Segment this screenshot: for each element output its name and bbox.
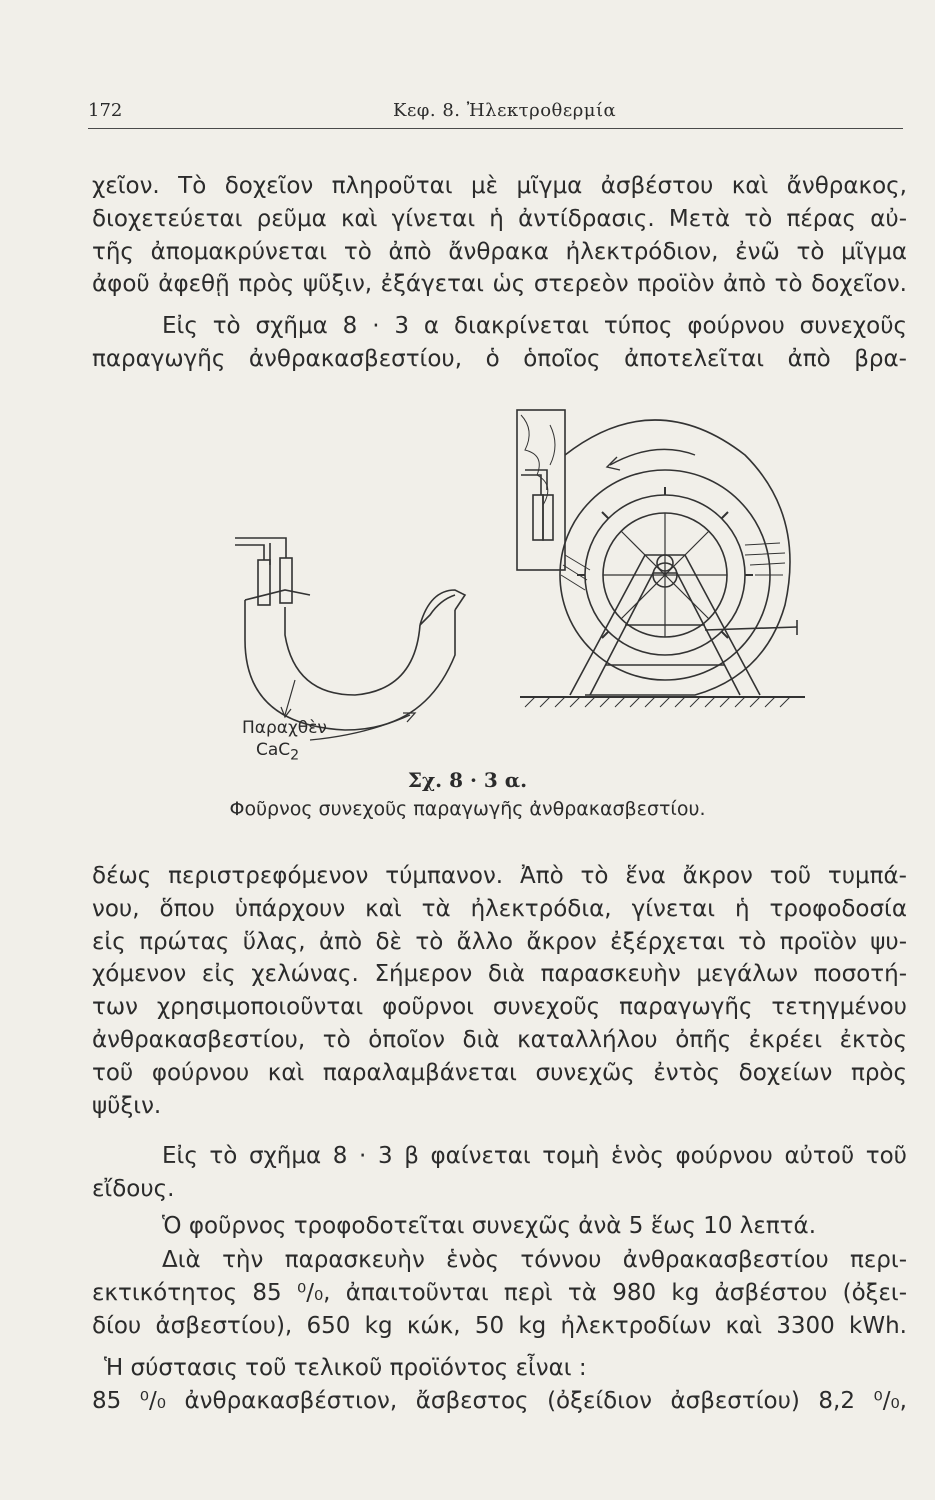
text-line: Διὰ τὴν παρασκευὴν ἑνὸς τόννου ἀνθρακασβεστίου περι- bbox=[162, 1247, 907, 1273]
text-line: Ἡ σύστασις τοῦ τελικοῦ προϊόντος εἶναι : bbox=[104, 1355, 587, 1381]
text-line: διοχετεύεται ρεῦμα καὶ γίνεται ἡ ἀντίδρασις. Μετὰ τὸ πέρας αὐ- bbox=[92, 205, 907, 232]
running-title: Κεφ. 8. Ἠλεκτροθερμία bbox=[393, 100, 617, 121]
paragraph-composition bbox=[92, 1352, 907, 1418]
text-line: εἴδους. bbox=[92, 1175, 175, 1202]
formula-text: CaC bbox=[256, 740, 291, 760]
page-number: 172 bbox=[88, 100, 123, 121]
paragraph-requirements bbox=[92, 1244, 907, 1342]
text-line: των χρησιμοποιοῦνται φοῦρνοι συνεχοῦς παραγωγῆς τετηγμένου bbox=[92, 994, 907, 1021]
paragraph-continuation bbox=[92, 170, 907, 301]
figure-label: Σχ. 8 · 3 α. bbox=[407, 768, 528, 792]
text-line: δέως περιστρεφόμενον τύμπανον. Ἀπὸ τὸ ἕνα ἄκρον τοῦ τυμπά- bbox=[92, 863, 907, 889]
text-line: χόμενον εἰς χελώνας. Σήμερον διὰ παρασκευὴν μεγάλων ποσοτή- bbox=[92, 961, 907, 988]
paragraph-figure-b bbox=[92, 1140, 907, 1206]
text-line: τῆς ἀπομακρύνεται τὸ ἀπὸ ἄνθρακα ἠλεκτρόδιον, ἐνῶ τὸ μῖγμα bbox=[92, 238, 907, 265]
text-line: εκτικότητος 85 ⁰/₀, ἀπαιτοῦνται περὶ τὰ 980 kg ἀσβέστου (ὀξει- bbox=[92, 1279, 907, 1306]
figure-annotation: Παραχθὲν bbox=[242, 718, 327, 738]
page-header bbox=[88, 100, 903, 130]
formula-subscript: 2 bbox=[290, 747, 300, 764]
text-line: ἀφοῦ ἀφεθῇ πρὸς ψῦξιν, ἐξάγεται ὡς στερεὸν προϊὸν ἀπὸ τὸ δοχεῖον. bbox=[92, 271, 907, 298]
figure-caption: Φοῦρνος συνεχοῦς παραγωγῆς ἀνθρακασβεστίου. bbox=[229, 798, 706, 820]
text-line: Εἰς τὸ σχῆμα 8 · 3 β φαίνεται τομὴ ἑνὸς φούρνου αὐτοῦ τοῦ bbox=[162, 1143, 907, 1169]
paragraph-figure-intro bbox=[92, 310, 907, 376]
text-line: τοῦ φούρνου καὶ παραλαμβάνεται συνεχῶς ἐντὸς δοχείων πρὸς bbox=[92, 1059, 907, 1086]
text-line: νου, ὅπου ὑπάρχουν καὶ τὰ ἠλεκτρόδια, γίνεται ἡ τροφοδοσία bbox=[92, 895, 907, 922]
drum-section-drawing bbox=[235, 538, 465, 740]
text-line: ἀνθρακασβεστίου, τὸ ὁποῖον διὰ καταλλήλου ὀπῆς ἐκρέει ἐκτὸς bbox=[92, 1026, 907, 1053]
text-line: Εἰς τὸ σχῆμα 8 · 3 α διακρίνεται τύπος φούρνου συνεχοῦς bbox=[162, 313, 907, 339]
rotating-drum-drawing bbox=[517, 410, 805, 707]
text-line: παραγωγῆς ἀνθρακασβεστίου, ὁ ὁποῖος ἀποτελεῖται ἀπὸ βρα- bbox=[92, 345, 907, 372]
text-line: 85 ⁰/₀ ἀνθρακασβέστιον, ἄσβεστος (ὀξείδιον ἀσβεστίου) 8,2 ⁰/₀, bbox=[92, 1387, 907, 1414]
text-line: χεῖον. Τὸ δοχεῖον πληροῦται μὲ μῖγμα ἀσβέστου καὶ ἄνθρακος, bbox=[92, 173, 907, 199]
figure-annotation-formula bbox=[256, 740, 299, 763]
text-line: Ὁ φοῦρνος τροφοδοτεῖται συνεχῶς ἀνὰ 5 ἕως 10 λεπτά. bbox=[162, 1213, 817, 1239]
paragraph-drum-description bbox=[92, 860, 907, 1122]
text-line: δίου ἀσβεστίου), 650 kg κώκ, 50 kg ἠλεκτροδίων καὶ 3300 kWh. bbox=[92, 1312, 907, 1339]
paragraph-feeding bbox=[92, 1210, 907, 1243]
header-rule bbox=[88, 128, 903, 129]
text-line: εἰς πρώτας ὕλας, ἀπὸ δὲ τὸ ἄλλο ἄκρον ἐξέρχεται τὸ προϊὸν ψυ- bbox=[92, 928, 907, 955]
text-line: ψῦξιν. bbox=[92, 1092, 162, 1119]
